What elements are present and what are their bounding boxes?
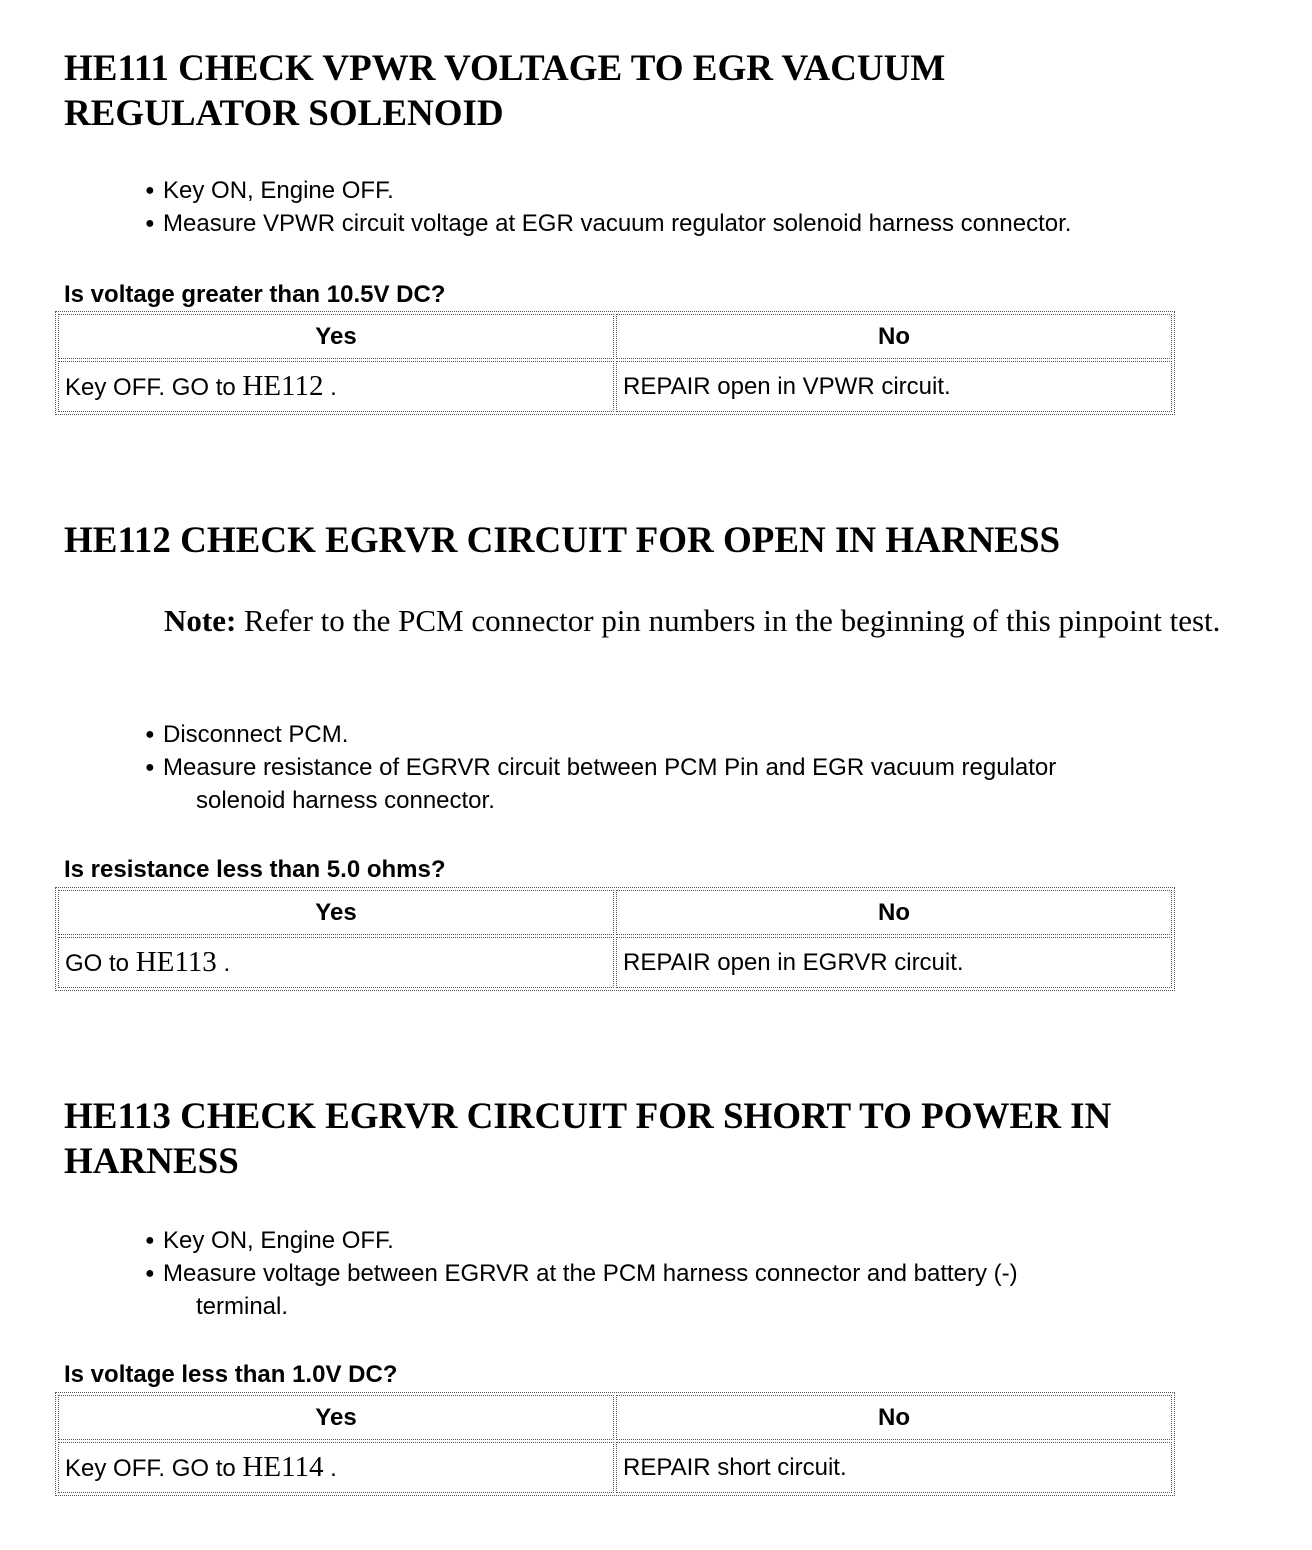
step-item	[145, 718, 1245, 751]
yes-text: GO to	[65, 950, 136, 977]
bullet-icon: ●	[145, 215, 155, 232]
step-text: Measure resistance of EGRVR circuit between PCM Pin and EGR vacuum regulator	[163, 754, 1057, 781]
step-item	[145, 751, 1245, 817]
yes-cell	[58, 1442, 614, 1493]
yes-suffix: .	[323, 374, 337, 401]
section-title: HE111 CHECK VPWR VOLTAGE TO EGR VACUUM REGULATOR SOLENOID	[64, 48, 946, 134]
step-text-continued: terminal.	[196, 1293, 289, 1320]
step-item	[145, 1224, 1245, 1257]
yes-cell	[58, 937, 614, 988]
step-item	[145, 1257, 1245, 1323]
result-table	[55, 887, 1175, 991]
step-text-continued: solenoid harness connector.	[196, 787, 495, 814]
yes-header: Yes	[58, 1395, 614, 1440]
step-text: Disconnect PCM.	[163, 721, 349, 748]
yes-suffix: .	[216, 950, 231, 977]
step-item	[145, 207, 1245, 240]
question: Is voltage less than 1.0V DC?	[64, 1361, 398, 1388]
no-header: No	[616, 314, 1172, 359]
step-item	[145, 174, 1245, 207]
no-header: No	[616, 890, 1172, 935]
yes-suffix: .	[323, 1455, 337, 1482]
result-table	[55, 311, 1175, 415]
note-text: Refer to the PCM connector pin numbers in the beginning of this pinpoint test.	[236, 603, 1221, 638]
link-he114[interactable]: HE114	[242, 1451, 324, 1483]
no-cell: REPAIR open in VPWR circuit.	[616, 361, 1172, 412]
section-title: HE112 CHECK EGRVR CIRCUIT FOR OPEN IN HARNESS	[64, 520, 1061, 561]
result-table	[55, 1392, 1175, 1496]
bullet-icon: ●	[145, 1232, 155, 1249]
step-text: Key ON, Engine OFF.	[163, 177, 394, 204]
note	[164, 602, 1254, 640]
step-text: Measure VPWR circuit voltage at EGR vacuum regulator solenoid harness connector.	[163, 210, 1072, 237]
link-he113[interactable]: HE113	[135, 946, 217, 978]
step-list	[145, 174, 1245, 240]
yes-text: Key OFF. GO to	[65, 1455, 243, 1482]
bullet-icon: ●	[145, 726, 155, 743]
yes-header: Yes	[58, 890, 614, 935]
note-label: Note:	[164, 603, 237, 638]
no-cell: REPAIR short circuit.	[616, 1442, 1172, 1493]
bullet-icon: ●	[145, 1265, 155, 1282]
no-cell: REPAIR open in EGRVR circuit.	[616, 937, 1172, 988]
yes-text: Key OFF. GO to	[65, 374, 243, 401]
step-list	[145, 718, 1245, 817]
link-he112[interactable]: HE112	[242, 370, 324, 402]
question: Is voltage greater than 10.5V DC?	[64, 281, 446, 308]
question: Is resistance less than 5.0 ohms?	[64, 856, 446, 883]
bullet-icon: ●	[145, 759, 155, 776]
step-list	[145, 1224, 1245, 1323]
bullet-icon: ●	[145, 182, 155, 199]
step-text: Measure voltage between EGRVR at the PCM harness connector and battery (-)	[163, 1260, 1018, 1287]
yes-header: Yes	[58, 314, 614, 359]
section-title: HE113 CHECK EGRVR CIRCUIT FOR SHORT TO POWER IN HARNESS	[64, 1096, 1112, 1182]
step-text: Key ON, Engine OFF.	[163, 1227, 394, 1254]
no-header: No	[616, 1395, 1172, 1440]
yes-cell	[58, 361, 614, 412]
